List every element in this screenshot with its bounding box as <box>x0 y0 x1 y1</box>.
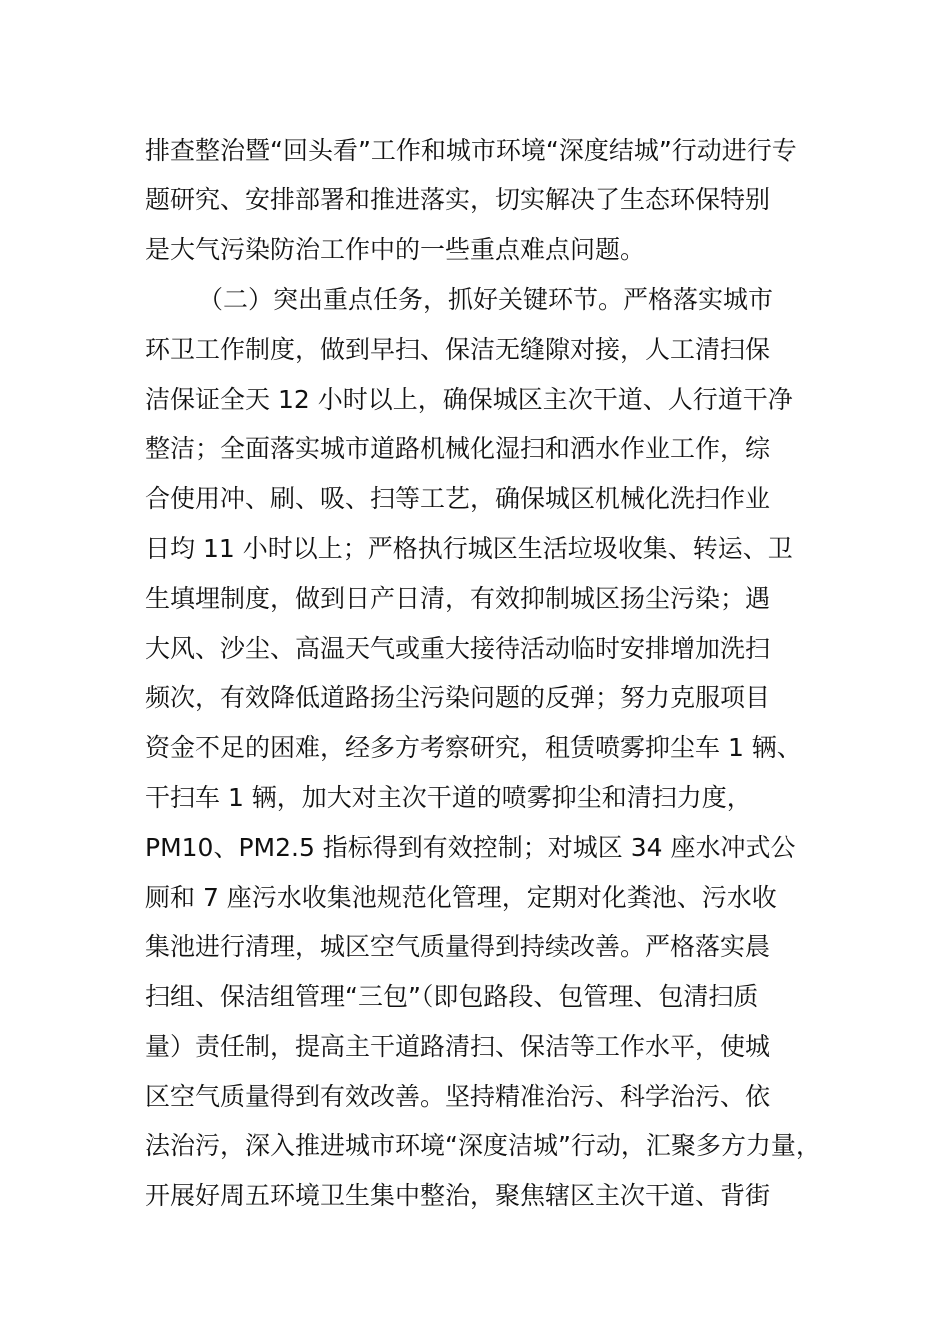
text-line: 量）责任制，提高主干道路清扫、保洁等工作水平，使城 <box>145 1032 771 1061</box>
text-line: 厕和 7 座污水收集池规范化管理，定期对化粪池、污水收 <box>145 883 777 912</box>
text-line: 频次，有效降低道路扬尘污染问题的反弹；努力克服项目 <box>145 683 771 712</box>
text-line: 环卫工作制度，做到早扫、保洁无缝隙对接，人工清扫保 <box>145 335 771 364</box>
text-line: 题研究、安排部署和推进落实，切实解决了生态环保特别 <box>145 185 771 214</box>
text-line: 开展好周五环境卫生集中整治，聚焦辖区主次干道、背街 <box>145 1181 771 1210</box>
text-line: 大风、沙尘、高温天气或重大接待活动临时安排增加洗扫 <box>145 634 771 663</box>
text-line: 合使用冲、刷、吸、扫等工艺，确保城区机械化洗扫作业 <box>145 484 771 513</box>
text-line: 干扫车 1 辆，加大对主次干道的喷雾抑尘和清扫力度， <box>145 783 752 812</box>
paragraph-first-line: （二）突出重点任务，抓好关键环节。严格落实城市 <box>198 285 774 314</box>
text-line: PM10、PM2.5 指标得到有效控制；对城区 34 座水冲式公 <box>145 833 796 862</box>
text-line: 法治污，深入推进城市环境“深度洁城”行动，汇聚多方力量， <box>145 1131 821 1160</box>
text-line: 集池进行清理，城区空气质量得到持续改善。严格落实晨 <box>145 932 771 961</box>
text-line: 是大气污染防治工作中的一些重点难点问题。 <box>145 235 646 264</box>
text-line: 区空气质量得到有效改善。坚持精准治污、科学治污、依 <box>145 1082 771 1111</box>
text-line: 资金不足的困难，经多方考察研究，租赁喷雾抑尘车 1 辆、 <box>145 733 802 762</box>
text-line: 排查整治暨“回头看”工作和城市环境“深度结城”行动进行专 <box>145 136 797 165</box>
text-line: 扫组、保洁组管理“三包”（即包路段、包管理、包清扫质 <box>145 982 759 1011</box>
text-line: 日均 11 小时以上；严格执行城区生活垃圾收集、转运、卫 <box>145 534 793 563</box>
text-line: 生填埋制度，做到日产日清，有效抑制城区扬尘污染；遇 <box>145 584 771 613</box>
text-line: 整洁；全面落实城市道路机械化湿扫和洒水作业工作，综 <box>145 434 771 463</box>
text-line: 洁保证全天 12 小时以上，确保城区主次干道、人行道干净 <box>145 385 793 414</box>
